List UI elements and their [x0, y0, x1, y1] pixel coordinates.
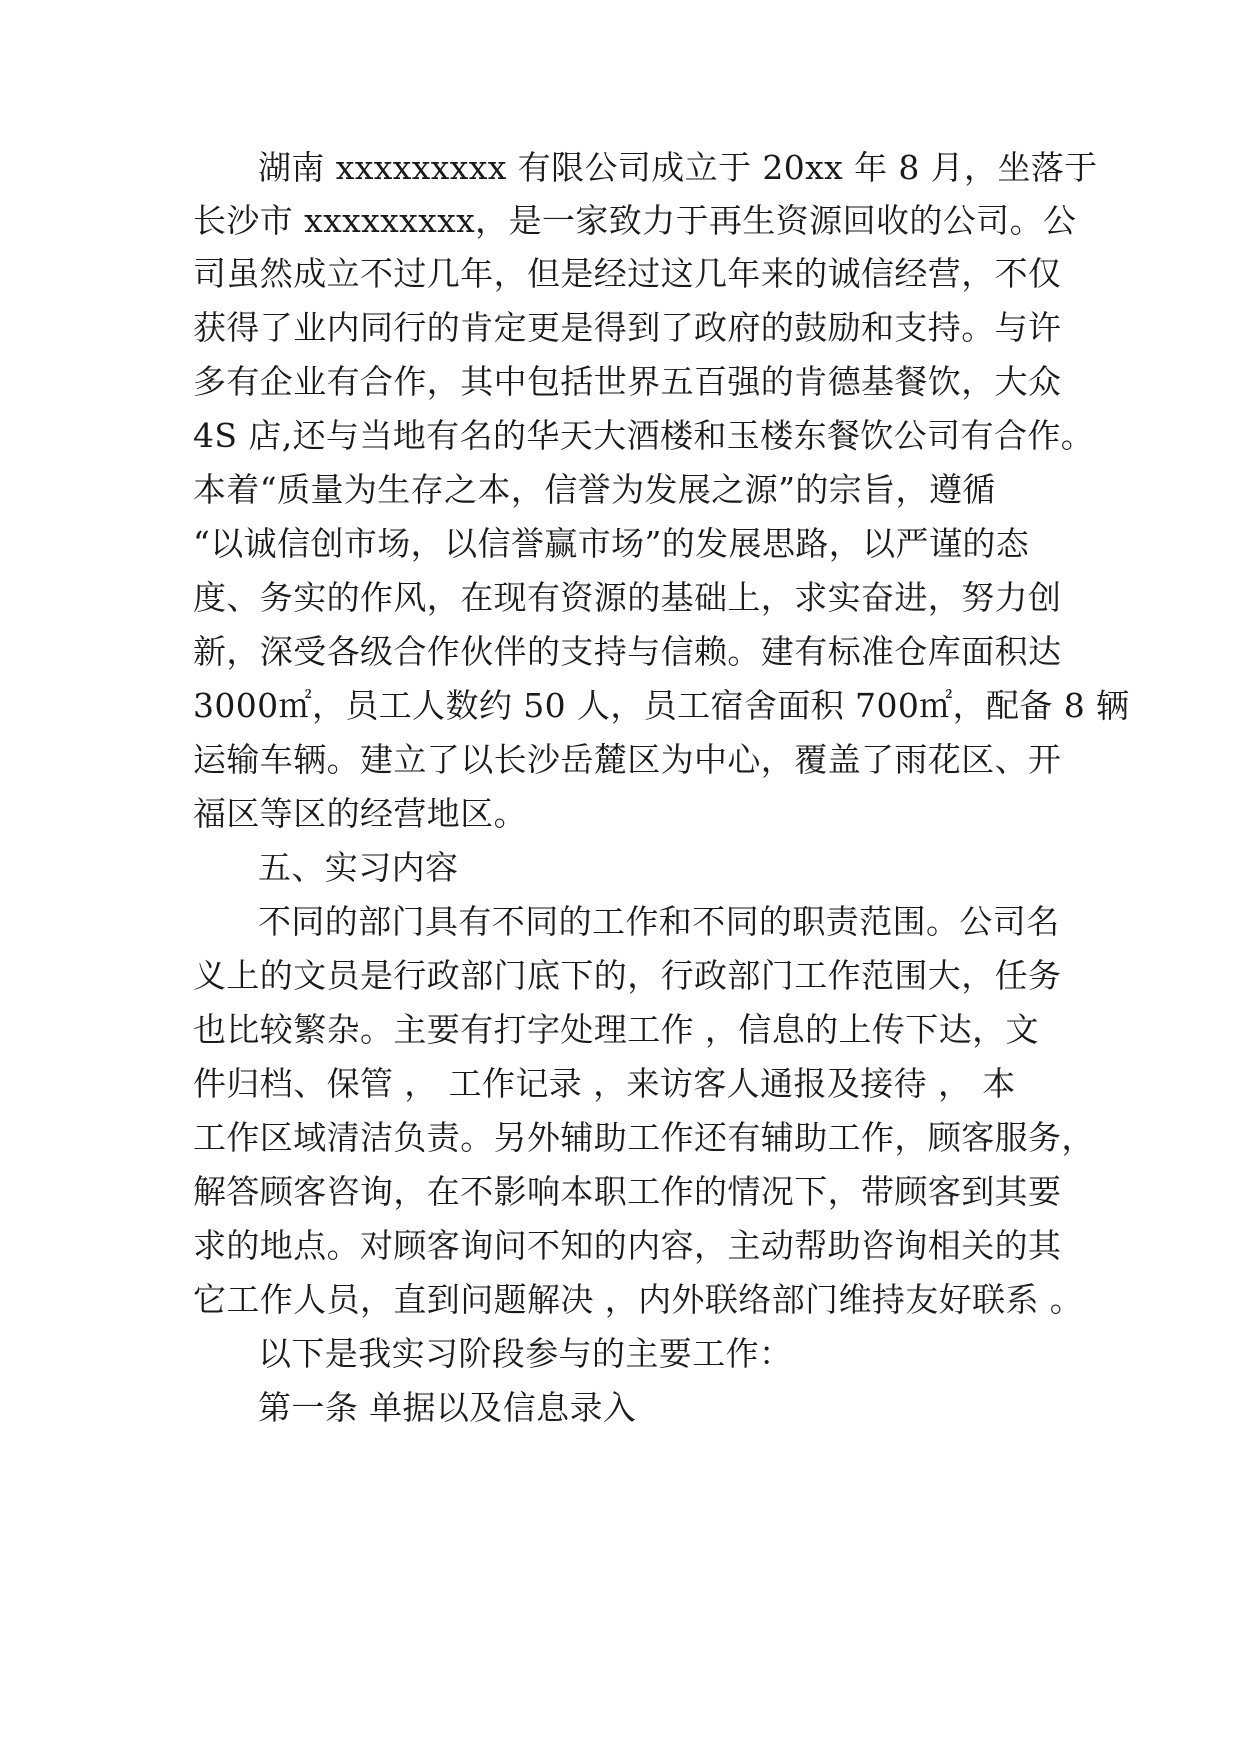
- paragraph-line: 湖南 xxxxxxxxx 有限公司成立于 20xx 年 8 月，坐落于: [258, 148, 1098, 187]
- paragraph-line: 度、务实的作风，在现有资源的基础上，求实奋进，努力创: [193, 578, 1062, 617]
- paragraph-line: “以诚信创市场，以信誉赢市场”的发展思路，以严谨的态: [193, 524, 1030, 563]
- paragraph-line: 4S 店,还与当地有名的华天大酒楼和玉楼东餐饮公司有合作。: [193, 416, 1095, 455]
- paragraph-line: 本着“质量为生存之本，信誉为发展之源”的宗旨，遵循: [193, 470, 996, 509]
- paragraph-line: 也比较繁杂。主要有打字处理工作 ，信息的上传下达，文: [193, 1010, 1039, 1049]
- paragraph-line: 长沙市 xxxxxxxxx，是一家致力于再生资源回收的公司。公: [193, 201, 1077, 240]
- paragraph-line: 解答顾客咨询，在不影响本职工作的情况下，带顾客到其要: [193, 1172, 1062, 1211]
- paragraph-line: 义上的文员是行政部门底下的，行政部门工作范围大，任务: [193, 956, 1062, 995]
- paragraph-line: 运输车辆。建立了以长沙岳麓区为中心，覆盖了雨花区、开: [193, 740, 1062, 779]
- section-heading: 五、实习内容: [258, 848, 459, 887]
- paragraph-line: 件归档、保管 ， 工作记录 ，来访客人通报及接待 ， 本: [193, 1064, 1016, 1103]
- intro-line: 以下是我实习阶段参与的主要工作：: [258, 1334, 793, 1373]
- paragraph-line: 工作区域清洁负责。另外辅助工作还有辅助工作，顾客服务，: [193, 1118, 1095, 1157]
- paragraph-line: 3000㎡，员工人数约 50 人，员工宿舍面积 700㎡，配备 8 辆: [193, 686, 1130, 725]
- article-heading: 第一条 单据以及信息录入: [258, 1388, 637, 1427]
- paragraph-line: 司虽然成立不过几年，但是经过这几年来的诚信经营，不仅: [193, 254, 1062, 293]
- paragraph-line: 福区等区的经营地区。: [193, 794, 527, 833]
- paragraph-line: 它工作人员，直到问题解决 ，内外联络部门维持友好联系 。: [193, 1280, 1084, 1319]
- paragraph-line: 求的地点。对顾客询问不知的内容，主动帮助咨询相关的其: [193, 1226, 1062, 1265]
- paragraph-line: 多有企业有合作，其中包括世界五百强的肯德基餐饮，大众: [193, 362, 1062, 401]
- paragraph-line: 获得了业内同行的肯定更是得到了政府的鼓励和支持。与许: [193, 308, 1062, 347]
- paragraph-line: 不同的部门具有不同的工作和不同的职责范围。公司名: [258, 902, 1060, 941]
- paragraph-line: 新，深受各级合作伙伴的支持与信赖。建有标准仓库面积达: [193, 632, 1062, 671]
